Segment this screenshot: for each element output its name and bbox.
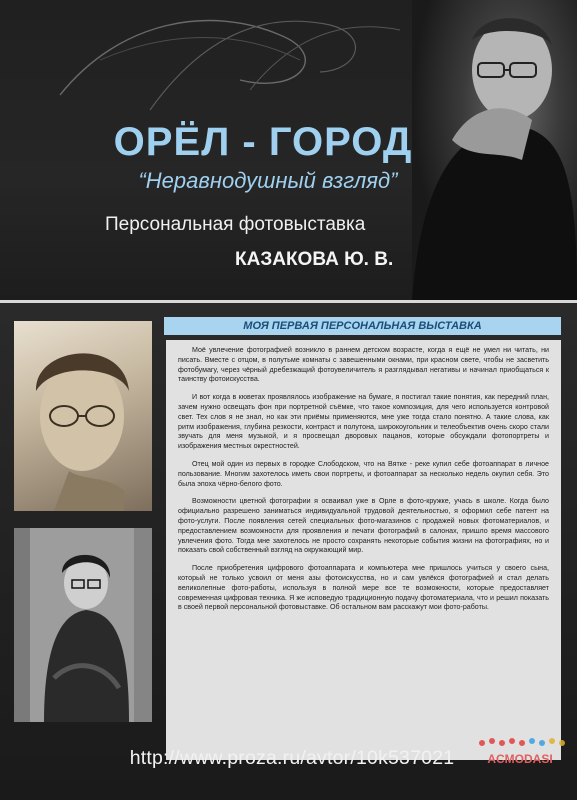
childhood-portrait-photo bbox=[14, 321, 152, 511]
article-paragraph: Возможности цветной фотографии я осваивал уже в Орле в фото-кружке, учась в школе. Когда было официально разрешено заниматься индивидуальной трудовой деятельностью, я оформил себе патент на фото-услуги. После появления сетей специальных фото-магазинов с продажей новых фотоматериалов, и предоставлением возможности для проявления и печати фотографий в салонах, пришло время массового увлечения фото. Тогда мне захотелось не просто сохранять некоторые события жизни на фотографиях, но и показать свой собственный взгляд на окружающий мир. bbox=[178, 497, 549, 555]
acmodasi-watermark-logo bbox=[470, 735, 570, 769]
author-name: КАЗАКОВА Ю. В. bbox=[235, 249, 394, 270]
author-url-link[interactable]: http://www.proza.ru/avtor/10k537021 bbox=[129, 747, 455, 769]
article-paragraph: Отец мой один из первых в городке Слободском, что на Вятке - реке купил себе фотоаппарат в личное пользование. Многим захотелось иметь свои портреты, и фотоаппарат за несколько недель окупил себя. Это была эпоха чёрно-белого фото. bbox=[178, 459, 549, 488]
exhibition-label: Персональная фотовыставка bbox=[105, 214, 366, 235]
article-paragraph: Моё увлечение фотографией возникло в раннем детском возрасте, когда я ещё не умел ни читать, ни писать. Вместе с отцом, в полутьме комнаты с завешенными окнами, при красном свете, чтобы не засветить фотобумагу, через чёрный дребезжащий фотоувеличитель я разглядывал негативы и начинал приобщаться к таинству фотоискусства. bbox=[178, 346, 549, 384]
page-title: ОРЁЛ - ГОРОД bbox=[113, 120, 413, 164]
page-subtitle: “Неравнодушный взгляд” bbox=[138, 168, 398, 193]
header-section bbox=[0, 0, 577, 300]
decorative-swirl bbox=[0, 0, 430, 120]
article-heading: МОЯ ПЕРВАЯ ПЕРСОНАЛЬНАЯ ВЫСТАВКА bbox=[164, 317, 561, 335]
youth-portrait-photo bbox=[14, 528, 152, 722]
article-paragraph: И вот когда в кюветах проявлялось изображение на бумаге, я постигал такие понятия, как передний план, зачем нужно освещать фон при портретной съёмке, что такое композиция, для чего используется контровой свет. Тех слов я не знал, но как эти приёмы применяются, мне уже тогда стало понятно. А такие слова, как ритм изображения, глубина резкости, контраст и полутона, широкоугольник и телеобъектив очень скоро стали звучать для меня музыкой, и я просвещал дворовых пацанов, которые обсуждали фотопортреты и изображения местных окрестностей. bbox=[178, 393, 549, 451]
main-section bbox=[0, 303, 577, 800]
svg-text:ACMODASI: ACMODASI bbox=[487, 752, 553, 766]
author-portrait-photo bbox=[412, 0, 577, 300]
article-body bbox=[166, 340, 561, 760]
article-paragraph: После приобретения цифрового фотоаппарата и компьютера мне пришлось учиться у своего сына, который не только усвоил от меня азы фотоискусства, но и сам увлёкся фотографией и стал делать великолепные фото-работы, используя в полной мере все те возможности, которые предоставляет современная цифровая техника. Я же исповедую традиционную подачу фотоматериала, что и решил показать в своей первой персональной фотовыставке. Об остальном вам расскажут мои фото-работы. bbox=[178, 564, 549, 612]
